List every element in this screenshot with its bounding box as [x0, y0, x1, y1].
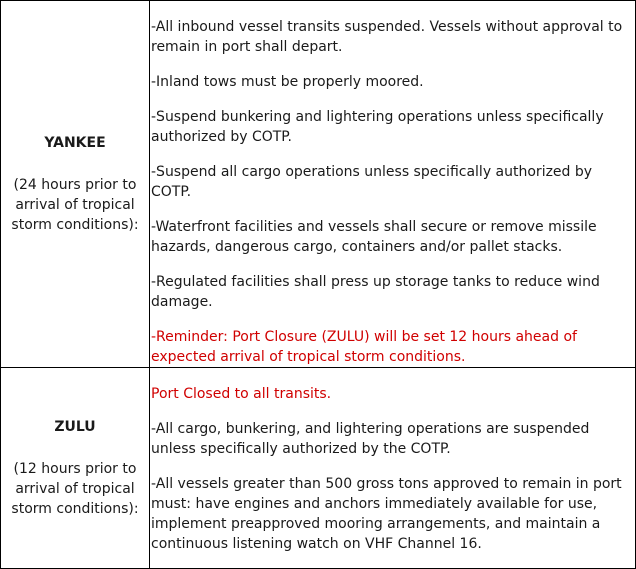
condition-timing: (12 hours prior to arrival of tropical storm conditions): [11, 461, 139, 517]
action-item: -All inbound vessel transits suspended. Vessels without approval to remain in port shall depart. [151, 19, 623, 55]
condition-actions-cell [150, 368, 636, 569]
action-item: -Suspend bunkering and lightering operations unless specifically authorized by COTP. [151, 109, 604, 145]
action-item: -All cargo, bunkering, and lightering operations are suspended unless specifically authorized by the COTP. [151, 421, 590, 457]
condition-level: ZULU [54, 419, 96, 435]
action-item: -Regulated facilities shall press up storage tanks to reduce wind damage. [151, 274, 600, 310]
condition-label-cell [1, 368, 150, 569]
condition-timing: (24 hours prior to arrival of tropical storm conditions): [11, 177, 139, 233]
condition-label-cell [1, 1, 150, 368]
condition-level: YANKEE [44, 135, 106, 151]
action-item: -Waterfront facilities and vessels shall secure or remove missile hazards, dangerous cargo, containers and/or pallet stacks. [151, 219, 597, 255]
table-row [1, 1, 636, 368]
action-item: -All vessels greater than 500 gross tons approved to remain in port must: have engines and anchors immediately available for use, implement preapproved mooring arrangements, and maintain a continuous listening watch on VHF Channel 16. [151, 476, 622, 552]
action-item: -Suspend all cargo operations unless specifically authorized by COTP. [151, 164, 593, 200]
table-row [1, 368, 636, 569]
condition-actions-cell [150, 1, 636, 368]
action-item: -Inland tows must be properly moored. [151, 74, 424, 90]
reminder-item: -Reminder: Port Closure (ZULU) will be set 12 hours ahead of expected arrival of tropical storm conditions. [151, 329, 577, 365]
port-closed-notice: Port Closed to all transits. [151, 386, 332, 402]
